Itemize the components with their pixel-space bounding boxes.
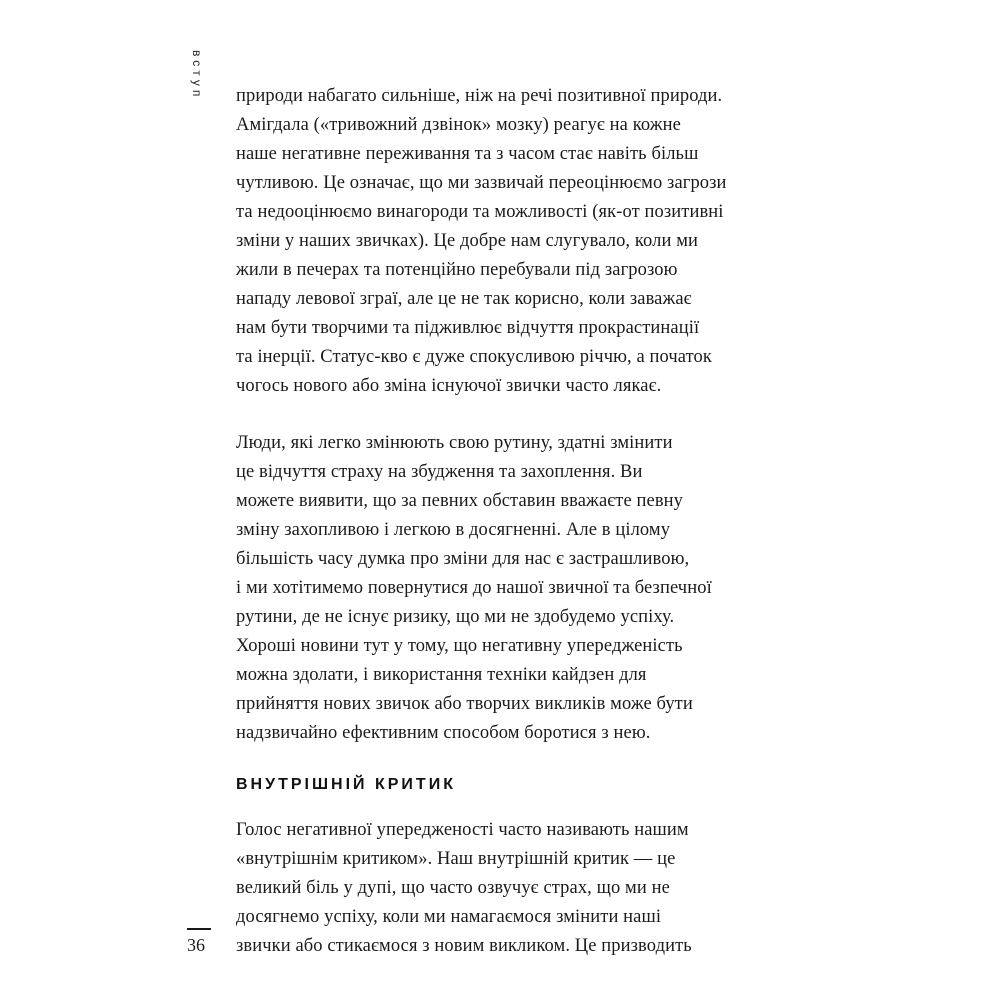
body-text [236, 82, 776, 961]
paragraph-1 [236, 82, 776, 401]
text-line: звички або стикаємося з новим викликом. Це призводить [236, 936, 692, 956]
text-line: рутини, де не існує ризику, що ми не здобудемо успіху. [236, 607, 675, 627]
text-line: більшість часу думка про зміни для нас є застрашливою, [236, 549, 690, 569]
text-line: Люди, які легко змінюють свою рутину, здатні змінити [236, 433, 673, 453]
text-line: природи набагато сильніше, ніж на речі позитивної природи. [236, 86, 723, 106]
text-line: та інерції. Статус-кво є дуже спокусливою річчю, а початок [236, 347, 712, 367]
paragraph-2 [236, 429, 776, 748]
text-line: можна здолати, і використання техніки кайдзен для [236, 665, 647, 685]
text-line: Хороші новини тут у тому, що негативну упередженість [236, 636, 683, 656]
text-line: та недооцінюємо винагороди та можливості (як-от позитивні [236, 202, 724, 222]
text-line: Амігдала («тривожний дзвінок» мозку) реагує на кожне [236, 115, 681, 135]
paragraph-3 [236, 816, 776, 961]
text-line: зміни у наших звичках). Це добре нам слугувало, коли ми [236, 231, 699, 251]
text-line: зміну захопливою і легкою в досягненні. Але в цілому [236, 520, 671, 540]
text-line: наше негативне переживання та з часом стає навіть більш [236, 144, 699, 164]
text-line: це відчуття страху на збудження та захоплення. Ви [236, 462, 643, 482]
text-line: жили в печерах та потенційно перебували під загрозою [236, 260, 678, 280]
text-line: нам бути творчими та підживлює відчуття прокрастинації [236, 318, 700, 338]
paragraph-gap [236, 401, 776, 429]
page-number-rule [187, 928, 211, 930]
running-head: вступ [190, 50, 204, 101]
text-line: нападу левової зграї, але це не так корисно, коли заважає [236, 289, 692, 309]
text-line: надзвичайно ефективним способом боротися з нею. [236, 723, 651, 743]
page-number: 36 [187, 935, 205, 955]
section-heading: ВНУТРІШНІЙ КРИТИК [236, 776, 456, 793]
text-line: чутливою. Це означає, що ми зазвичай переоцінюємо загрози [236, 173, 727, 193]
text-line: можете виявити, що за певних обставин вважаєте певну [236, 491, 684, 511]
text-line: і ми хотітимемо повернутися до нашої звичної та безпечної [236, 578, 712, 598]
text-line: великий біль у дупі, що часто озвучує страх, що ми не [236, 878, 670, 898]
text-line: прийняття нових звичок або творчих викликів може бути [236, 694, 693, 714]
text-line: Голос негативної упередженості часто називають нашим [236, 820, 689, 840]
text-line: чогось нового або зміна існуючої звички часто лякає. [236, 376, 662, 396]
text-line: «внутрішнім критиком». Наш внутрішній критик — це [236, 849, 676, 869]
text-line: досягнемо успіху, коли ми намагаємося змінити наші [236, 907, 662, 927]
